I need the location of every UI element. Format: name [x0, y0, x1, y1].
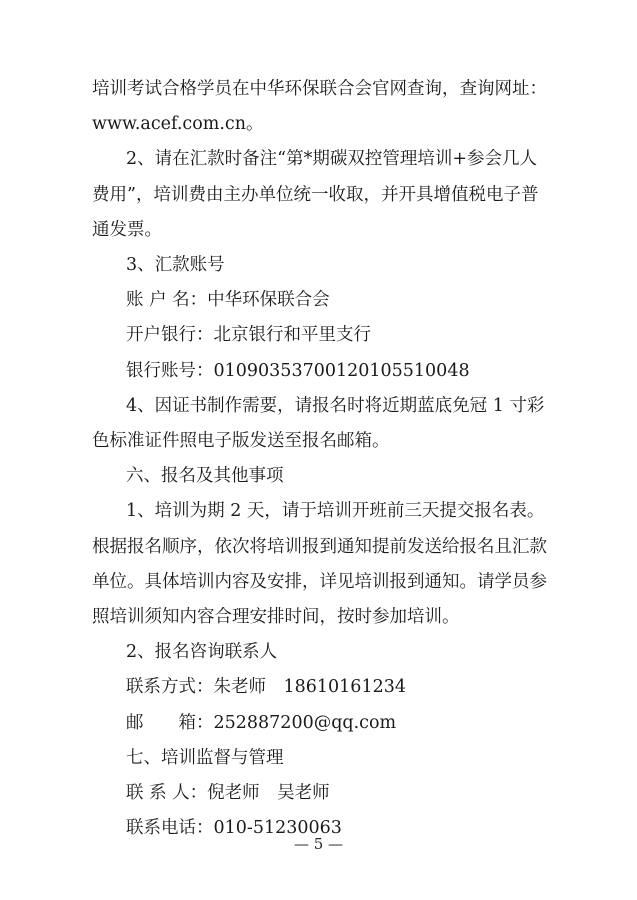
supervision-contact-phone: 联系电话：010-51230063 [126, 818, 342, 839]
section-registration-contact: 2、报名咨询联系人 [126, 642, 278, 663]
supervision-contact-person: 联 系 人：倪老师 吴老师 [126, 783, 330, 803]
contact-email: 邮 箱：252887200@qq.com [126, 712, 397, 733]
account-bank: 开户银行：北京银行和平里支行 [126, 325, 371, 346]
text-line-website: www.acef.com.cn。 [92, 114, 264, 135]
text-line-remittance-note: 2、请在汇款时备注“第*期碳双控管理培训+参会几人 [126, 149, 537, 170]
text-line-photo-email: 色标准证件照电子版发送至报名邮箱。 [92, 431, 390, 451]
section-remittance-account: 3、汇款账号 [126, 255, 225, 275]
text-line-training-content: 单位。具体培训内容及安排，详见培训报到通知。请学员参 [92, 571, 547, 592]
text-line-training-notice: 照培训须知内容合理安排时间，按时参加培训。 [92, 607, 460, 627]
text-line-invoice: 通发票。 [92, 219, 162, 240]
section-supervision: 七、培训监督与管理 [126, 747, 284, 768]
account-number: 银行账号：01090353700120105510048 [126, 360, 470, 381]
text-line-registration-order: 根据报名顺序，依次将培训报到通知提前发送给报名且汇款 [92, 536, 547, 557]
contact-phone: 联系方式：朱老师 18610161234 [126, 677, 406, 698]
text-line-fee-collection: 费用”，培训费由主办单位统一收取，并开具增值税电子普 [92, 184, 539, 205]
text-line-certificate-photo: 4、因证书制作需要，请报名时将近期蓝底免冠 1 寸彩 [126, 395, 545, 416]
page-number: — 5 — [293, 835, 344, 853]
account-name: 账 户 名：中华环保联合会 [126, 290, 330, 311]
text-line-results-query: 培训考试合格学员在中华环保联合会官网查询，查询网址： [92, 79, 547, 99]
text-line-training-duration: 1、培训为期 2 天，请于培训开班前三天提交报名表。 [126, 501, 545, 522]
section-registration: 六、报名及其他事项 [126, 466, 284, 487]
